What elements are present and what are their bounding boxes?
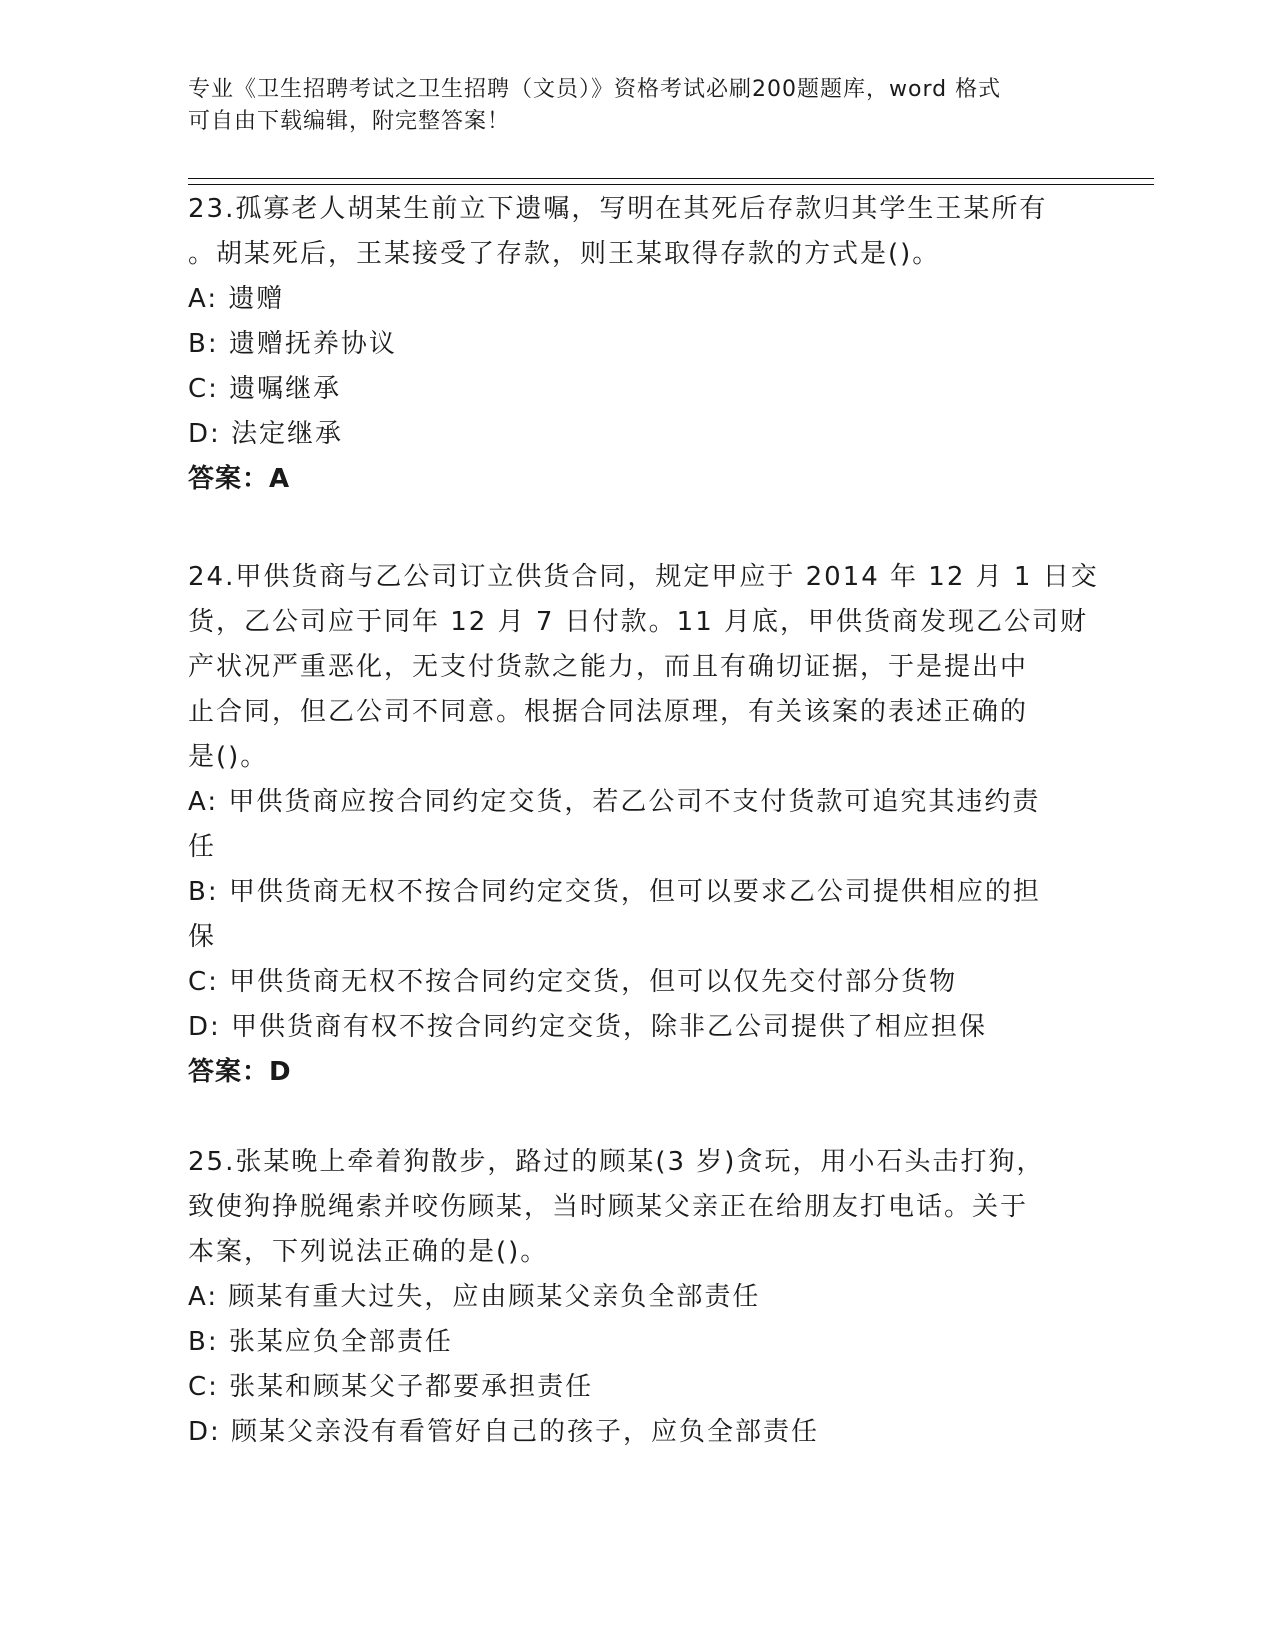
header-line-2: 可自由下载编辑，附完整答案！: [188, 109, 511, 134]
question-stem-line: 产状况严重恶化，无支付货款之能力，而且有确切证据，于是提出中: [188, 652, 1029, 682]
option-b-continued: 保: [188, 922, 217, 952]
option-b: B: 张某应负全部责任: [188, 1327, 453, 1357]
question-stem-line: 致使狗挣脱绳索并咬伤顾某，当时顾某父亲正在给朋友打电话。关于: [188, 1192, 1029, 1222]
question-24: [188, 555, 1099, 1095]
option-c: C: 张某和顾某父子都要承担责任: [188, 1372, 594, 1402]
question-23: [188, 187, 1088, 502]
header-divider-bottom: [188, 184, 1154, 185]
document-header: [188, 74, 1068, 138]
question-stem-line: 23.孤寡老人胡某生前立下遗嘱，写明在其死后存款归其学生王某所有: [188, 194, 1048, 224]
option-a: A: 顾某有重大过失，应由顾某父亲负全部责任: [188, 1282, 761, 1312]
question-stem-line: 是()。: [188, 742, 269, 772]
question-stem-line: 25.张某晚上牵着狗散步，路过的顾某(3 岁)贪玩，用小石头击打狗，: [188, 1147, 1045, 1177]
answer-label: 答案：A: [188, 464, 291, 494]
question-stem-line: 止合同，但乙公司不同意。根据合同法原理，有关该案的表述正确的: [188, 697, 1029, 727]
option-a: A: 遗赠: [188, 284, 285, 314]
option-d: D: 法定继承: [188, 419, 344, 449]
option-b: B: 遗赠抚养协议: [188, 329, 397, 359]
question-stem-line: 本案，下列说法正确的是()。: [188, 1237, 549, 1267]
question-stem-line: 。胡某死后，王某接受了存款，则王某取得存款的方式是()。: [188, 239, 941, 269]
answer-label: 答案：D: [188, 1057, 292, 1087]
option-d: D: 甲供货商有权不按合同约定交货，除非乙公司提供了相应担保: [188, 1012, 988, 1042]
option-d: D: 顾某父亲没有看管好自己的孩子，应负全部责任: [188, 1417, 820, 1447]
option-c: C: 遗嘱继承: [188, 374, 342, 404]
header-line-1: 专业《卫生招聘考试之卫生招聘（文员）》资格考试必刷200题题库，word 格式: [188, 77, 1002, 102]
question-stem-line: 货，乙公司应于同年 12 月 7 日付款。11 月底，甲供货商发现乙公司财: [188, 607, 1089, 637]
option-b: B: 甲供货商无权不按合同约定交货，但可以要求乙公司提供相应的担: [188, 877, 1041, 907]
question-stem-line: 24.甲供货商与乙公司订立供货合同，规定甲应于 2014 年 12 月 1 日交: [188, 562, 1099, 592]
option-a-continued: 任: [188, 832, 217, 862]
option-a: A: 甲供货商应按合同约定交货，若乙公司不支付货款可追究其违约责: [188, 787, 1041, 817]
question-25: [188, 1140, 1088, 1455]
header-divider-top: [188, 178, 1154, 179]
option-c: C: 甲供货商无权不按合同约定交货，但可以仅先交付部分货物: [188, 967, 958, 997]
